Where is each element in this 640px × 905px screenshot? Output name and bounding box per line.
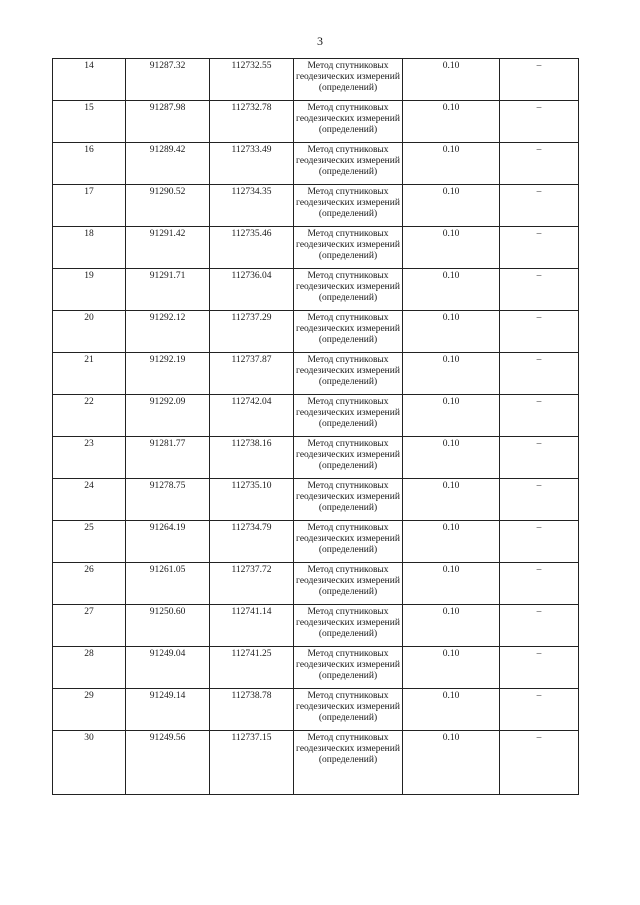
coord-x: 91292.12: [126, 311, 210, 353]
point-number: 28: [53, 647, 126, 689]
accuracy-cell: 0.10: [403, 143, 500, 185]
method-cell: Метод спутниковых геодезических измерений (определений): [294, 437, 403, 479]
accuracy-cell: 0.10: [403, 101, 500, 143]
note-cell: –: [500, 101, 579, 143]
note-cell: –: [500, 563, 579, 605]
accuracy-cell: 0.10: [403, 311, 500, 353]
coord-x: 91289.42: [126, 143, 210, 185]
accuracy-cell: 0.10: [403, 437, 500, 479]
method-cell: Метод спутниковых геодезических измерений (определений): [294, 227, 403, 269]
coord-y: 112737.15: [210, 731, 294, 795]
method-cell: Метод спутниковых геодезических измерений (определений): [294, 143, 403, 185]
point-number: 15: [53, 101, 126, 143]
table-row: [53, 647, 579, 689]
note-cell: –: [500, 437, 579, 479]
coord-y: 112733.49: [210, 143, 294, 185]
point-number: 26: [53, 563, 126, 605]
note-cell: –: [500, 479, 579, 521]
accuracy-cell: 0.10: [403, 59, 500, 101]
note-cell: –: [500, 689, 579, 731]
coord-x: 91287.32: [126, 59, 210, 101]
point-number: 14: [53, 59, 126, 101]
method-cell: Метод спутниковых геодезических измерений (определений): [294, 689, 403, 731]
method-cell: Метод спутниковых геодезических измерений (определений): [294, 563, 403, 605]
coord-y: 112738.78: [210, 689, 294, 731]
accuracy-cell: 0.10: [403, 185, 500, 227]
coord-y: 112734.35: [210, 185, 294, 227]
coord-x: 91250.60: [126, 605, 210, 647]
accuracy-cell: 0.10: [403, 563, 500, 605]
note-cell: –: [500, 395, 579, 437]
table-row: [53, 311, 579, 353]
coord-y: 112737.72: [210, 563, 294, 605]
table-row: [53, 563, 579, 605]
accuracy-cell: 0.10: [403, 605, 500, 647]
method-cell: Метод спутниковых геодезических измерений (определений): [294, 731, 403, 795]
coord-x: 91292.19: [126, 353, 210, 395]
accuracy-cell: 0.10: [403, 647, 500, 689]
point-number: 19: [53, 269, 126, 311]
coord-x: 91264.19: [126, 521, 210, 563]
coord-y: 112741.25: [210, 647, 294, 689]
coord-y: 112738.16: [210, 437, 294, 479]
method-cell: Метод спутниковых геодезических измерений (определений): [294, 59, 403, 101]
accuracy-cell: 0.10: [403, 521, 500, 563]
coord-y: 112737.87: [210, 353, 294, 395]
point-number: 17: [53, 185, 126, 227]
method-cell: Метод спутниковых геодезических измерений (определений): [294, 605, 403, 647]
coord-x: 91291.71: [126, 269, 210, 311]
table-row: [53, 605, 579, 647]
accuracy-cell: 0.10: [403, 689, 500, 731]
method-cell: Метод спутниковых геодезических измерений (определений): [294, 521, 403, 563]
method-cell: Метод спутниковых геодезических измерений (определений): [294, 269, 403, 311]
note-cell: –: [500, 605, 579, 647]
note-cell: –: [500, 185, 579, 227]
accuracy-cell: 0.10: [403, 227, 500, 269]
coord-x: 91278.75: [126, 479, 210, 521]
method-cell: Метод спутниковых геодезических измерений (определений): [294, 101, 403, 143]
accuracy-cell: 0.10: [403, 269, 500, 311]
note-cell: –: [500, 269, 579, 311]
coordinates-table: [52, 58, 579, 795]
method-cell: Метод спутниковых геодезических измерений (определений): [294, 185, 403, 227]
coord-x: 91249.04: [126, 647, 210, 689]
point-number: 16: [53, 143, 126, 185]
table-row: [53, 437, 579, 479]
coord-x: 91249.56: [126, 731, 210, 795]
coord-y: 112737.29: [210, 311, 294, 353]
table-row: [53, 269, 579, 311]
coord-y: 112735.10: [210, 479, 294, 521]
coord-x: 91281.77: [126, 437, 210, 479]
table-row: [53, 59, 579, 101]
note-cell: –: [500, 731, 579, 795]
table-row: [53, 185, 579, 227]
coord-y: 112732.78: [210, 101, 294, 143]
coord-y: 112732.55: [210, 59, 294, 101]
method-cell: Метод спутниковых геодезических измерений (определений): [294, 395, 403, 437]
point-number: 21: [53, 353, 126, 395]
accuracy-cell: 0.10: [403, 731, 500, 795]
coord-y: 112741.14: [210, 605, 294, 647]
note-cell: –: [500, 227, 579, 269]
coord-x: 91249.14: [126, 689, 210, 731]
accuracy-cell: 0.10: [403, 353, 500, 395]
note-cell: –: [500, 59, 579, 101]
table-row: [53, 479, 579, 521]
table-row: [53, 689, 579, 731]
coord-x: 91287.98: [126, 101, 210, 143]
note-cell: –: [500, 311, 579, 353]
table-row: [53, 521, 579, 563]
method-cell: Метод спутниковых геодезических измерений (определений): [294, 647, 403, 689]
point-number: 25: [53, 521, 126, 563]
table-row: [53, 731, 579, 795]
coord-x: 91292.09: [126, 395, 210, 437]
note-cell: –: [500, 521, 579, 563]
point-number: 22: [53, 395, 126, 437]
method-cell: Метод спутниковых геодезических измерений (определений): [294, 479, 403, 521]
page-number: 3: [317, 34, 323, 48]
coord-y: 112735.46: [210, 227, 294, 269]
note-cell: –: [500, 647, 579, 689]
point-number: 23: [53, 437, 126, 479]
accuracy-cell: 0.10: [403, 479, 500, 521]
coord-x: 91261.05: [126, 563, 210, 605]
coord-x: 91291.42: [126, 227, 210, 269]
point-number: 20: [53, 311, 126, 353]
method-cell: Метод спутниковых геодезических измерений (определений): [294, 311, 403, 353]
point-number: 18: [53, 227, 126, 269]
table-row: [53, 395, 579, 437]
coord-y: 112742.04: [210, 395, 294, 437]
point-number: 24: [53, 479, 126, 521]
accuracy-cell: 0.10: [403, 395, 500, 437]
point-number: 29: [53, 689, 126, 731]
coord-y: 112734.79: [210, 521, 294, 563]
point-number: 30: [53, 731, 126, 795]
table-row: [53, 143, 579, 185]
coord-x: 91290.52: [126, 185, 210, 227]
method-cell: Метод спутниковых геодезических измерений (определений): [294, 353, 403, 395]
note-cell: –: [500, 353, 579, 395]
note-cell: –: [500, 143, 579, 185]
table-row: [53, 227, 579, 269]
table-row: [53, 353, 579, 395]
point-number: 27: [53, 605, 126, 647]
table-row: [53, 101, 579, 143]
coord-y: 112736.04: [210, 269, 294, 311]
